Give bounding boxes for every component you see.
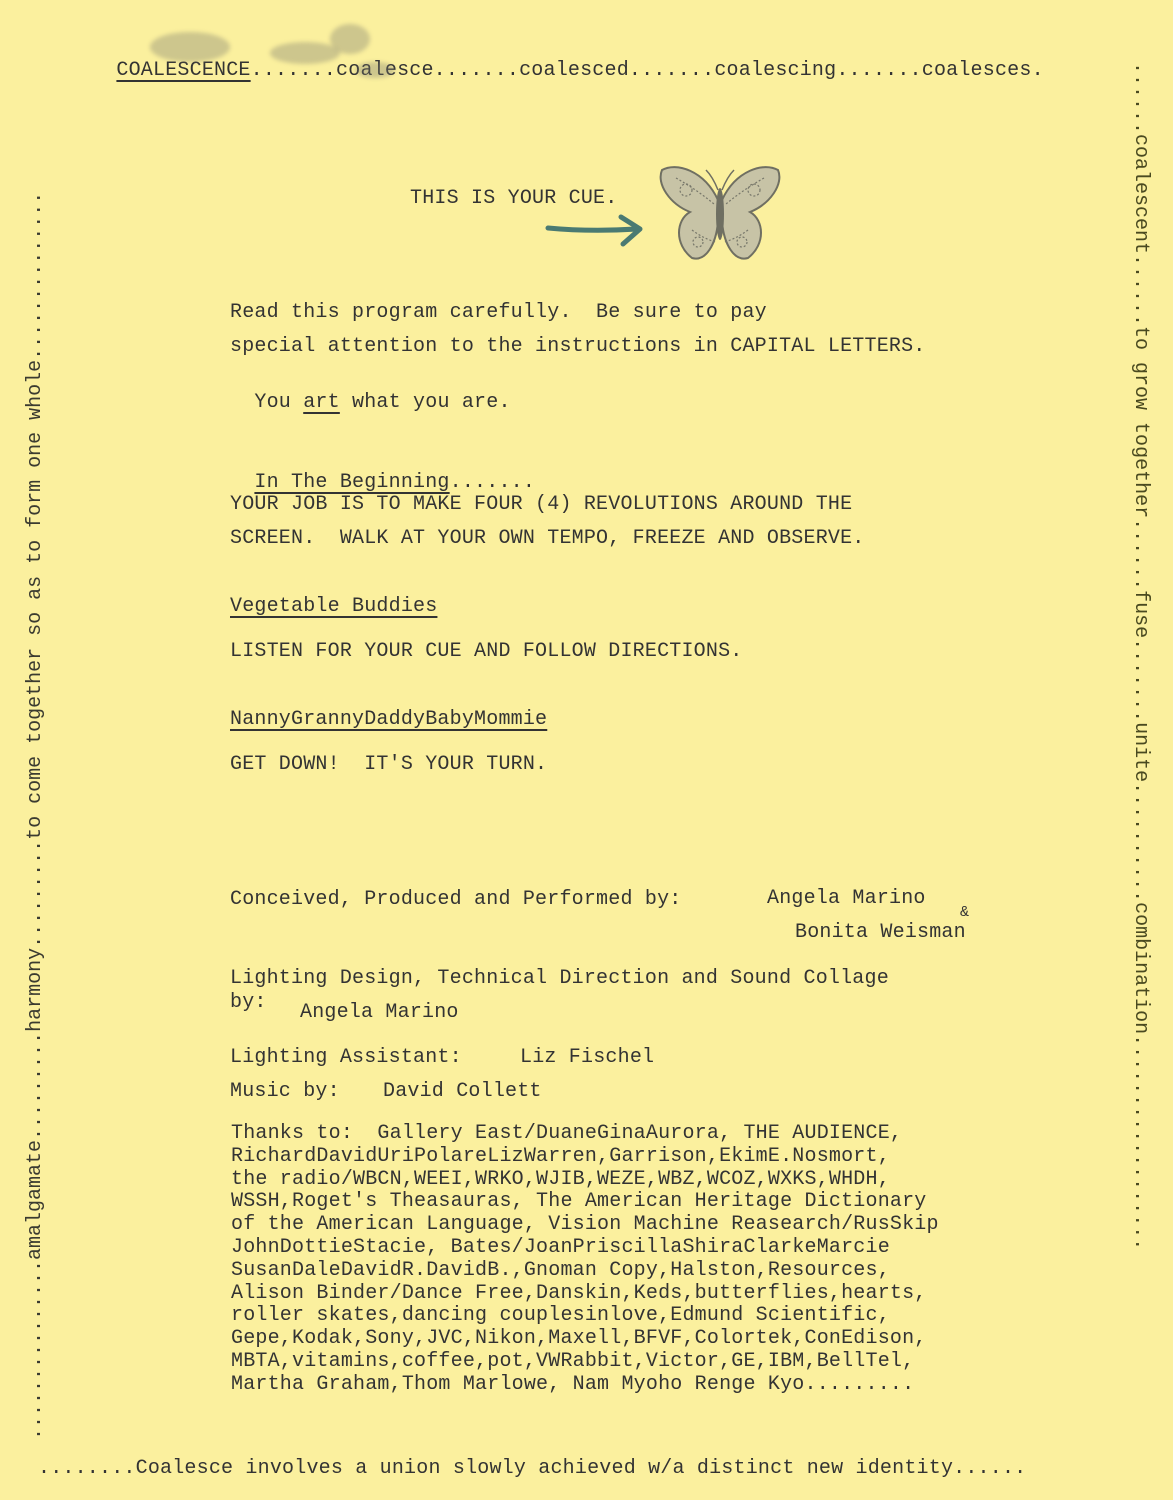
- section-heading-beginning: In The Beginning.......: [254, 471, 536, 494]
- art-emphasis: art: [303, 391, 340, 414]
- thanks-line: of the American Language, Vision Machine Reasearch/RusSkip: [231, 1213, 939, 1237]
- thanks-line: RichardDavidUriPolareLizWarren,Garrison,EkimE.Nosmort,: [231, 1144, 890, 1168]
- section-beginning-line-1: YOUR JOB IS TO MAKE FOUR (4) REVOLUTIONS AROUND THE: [230, 493, 853, 516]
- thanks-line: Thanks to: Gallery East/DuaneGinaAurora, THE AUDIENCE,: [231, 1122, 903, 1145]
- intro-line-3: You art what you are.: [254, 391, 511, 414]
- header-word-forms: .......coalesce.......coalesced.......coalescing.......coalesces.: [250, 59, 1044, 82]
- credit-lighting-by: by:: [230, 991, 267, 1014]
- ink-smudge: [355, 62, 395, 78]
- credit-music-label: Music by:: [230, 1080, 340, 1103]
- credit-music-name: David Collett: [383, 1080, 542, 1103]
- thanks-line: Martha Graham,Thom Marlowe, Nam Myoho Renge Kyo.........: [231, 1372, 915, 1396]
- left-margin-text: ...............amalgamate.........harmony.........to come together so as to form one whole..............: [24, 191, 47, 1440]
- intro-line-1: Read this program carefully. Be sure to pay: [230, 301, 767, 324]
- credit-lighting-name: Angela Marino: [300, 1001, 459, 1024]
- right-margin-text: ......coalescent......to grow together......fuse.......unite..........combination..................: [1129, 62, 1152, 1251]
- credit-conceived-name-2: Bonita Weisman: [795, 921, 966, 944]
- thanks-block: [231, 1123, 939, 1397]
- credit-assistant-label: Lighting Assistant:: [230, 1046, 462, 1069]
- section-heading-vegetable-buddies: Vegetable Buddies: [230, 595, 438, 618]
- ink-smudge: [270, 42, 340, 64]
- butterfly-stamp-icon: [656, 160, 784, 266]
- credit-conceived-label: Conceived, Produced and Performed by:: [230, 888, 682, 911]
- thanks-line: Gepe,Kodak,Sony,JVC,Nikon,Maxell,BFVF,Colortek,ConEdison,: [231, 1327, 927, 1351]
- credit-ampersand: &: [960, 904, 970, 921]
- section-beginning-line-2: SCREEN. WALK AT YOUR OWN TEMPO, FREEZE AND OBSERVE.: [230, 527, 865, 550]
- credit-conceived-name-1: Angela Marino: [767, 887, 926, 910]
- thanks-line: MBTA,vitamins,coffee,pot,VWRabbit,Victor,GE,IBM,BellTel,: [231, 1349, 915, 1373]
- thanks-line: roller skates,dancing couplesinlove,Edmund Scientific,: [231, 1304, 890, 1328]
- cue-text: THIS IS YOUR CUE.: [410, 187, 618, 210]
- credit-assistant-name: Liz Fischel: [520, 1046, 655, 1069]
- thanks-line: WSSH,Roget's Theasauras, The American Heritage Dictionary: [231, 1190, 927, 1214]
- section-family-line-1: GET DOWN! IT'S YOUR TURN.: [230, 753, 548, 776]
- arrow-right-icon: [545, 212, 645, 248]
- ink-smudge: [330, 24, 370, 54]
- credit-lighting-label: Lighting Design, Technical Direction and Sound Collage: [230, 967, 889, 990]
- bottom-margin-text: ........Coalesce involves a union slowly achieved w/a distinct new identity......: [38, 1457, 1027, 1480]
- thanks-line: SusanDaleDavidR.DavidB.,Gnoman Copy,Halston,Resources,: [231, 1258, 890, 1282]
- thanks-line: the radio/WBCN,WEEI,WRKO,WJIB,WEZE,WBZ,WCOZ,WXKS,WHDH,: [231, 1167, 890, 1191]
- ink-smudge: [150, 32, 230, 62]
- intro-line-2: special attention to the instructions in CAPITAL LETTERS.: [230, 335, 926, 358]
- section-vegetable-line-1: LISTEN FOR YOUR CUE AND FOLLOW DIRECTIONS.: [230, 640, 743, 663]
- header-line: [92, 38, 1044, 82]
- thanks-line: Alison Binder/Dance Free,Danskin,Keds,butterflies,hearts,: [231, 1281, 927, 1305]
- thanks-line: JohnDottieStacie, Bates/JoanPriscillaShiraClarkeMarcie: [231, 1235, 890, 1259]
- header-title-word: COALESCENCE: [116, 59, 251, 82]
- section-heading-family: NannyGrannyDaddyBabyMommie: [230, 708, 548, 731]
